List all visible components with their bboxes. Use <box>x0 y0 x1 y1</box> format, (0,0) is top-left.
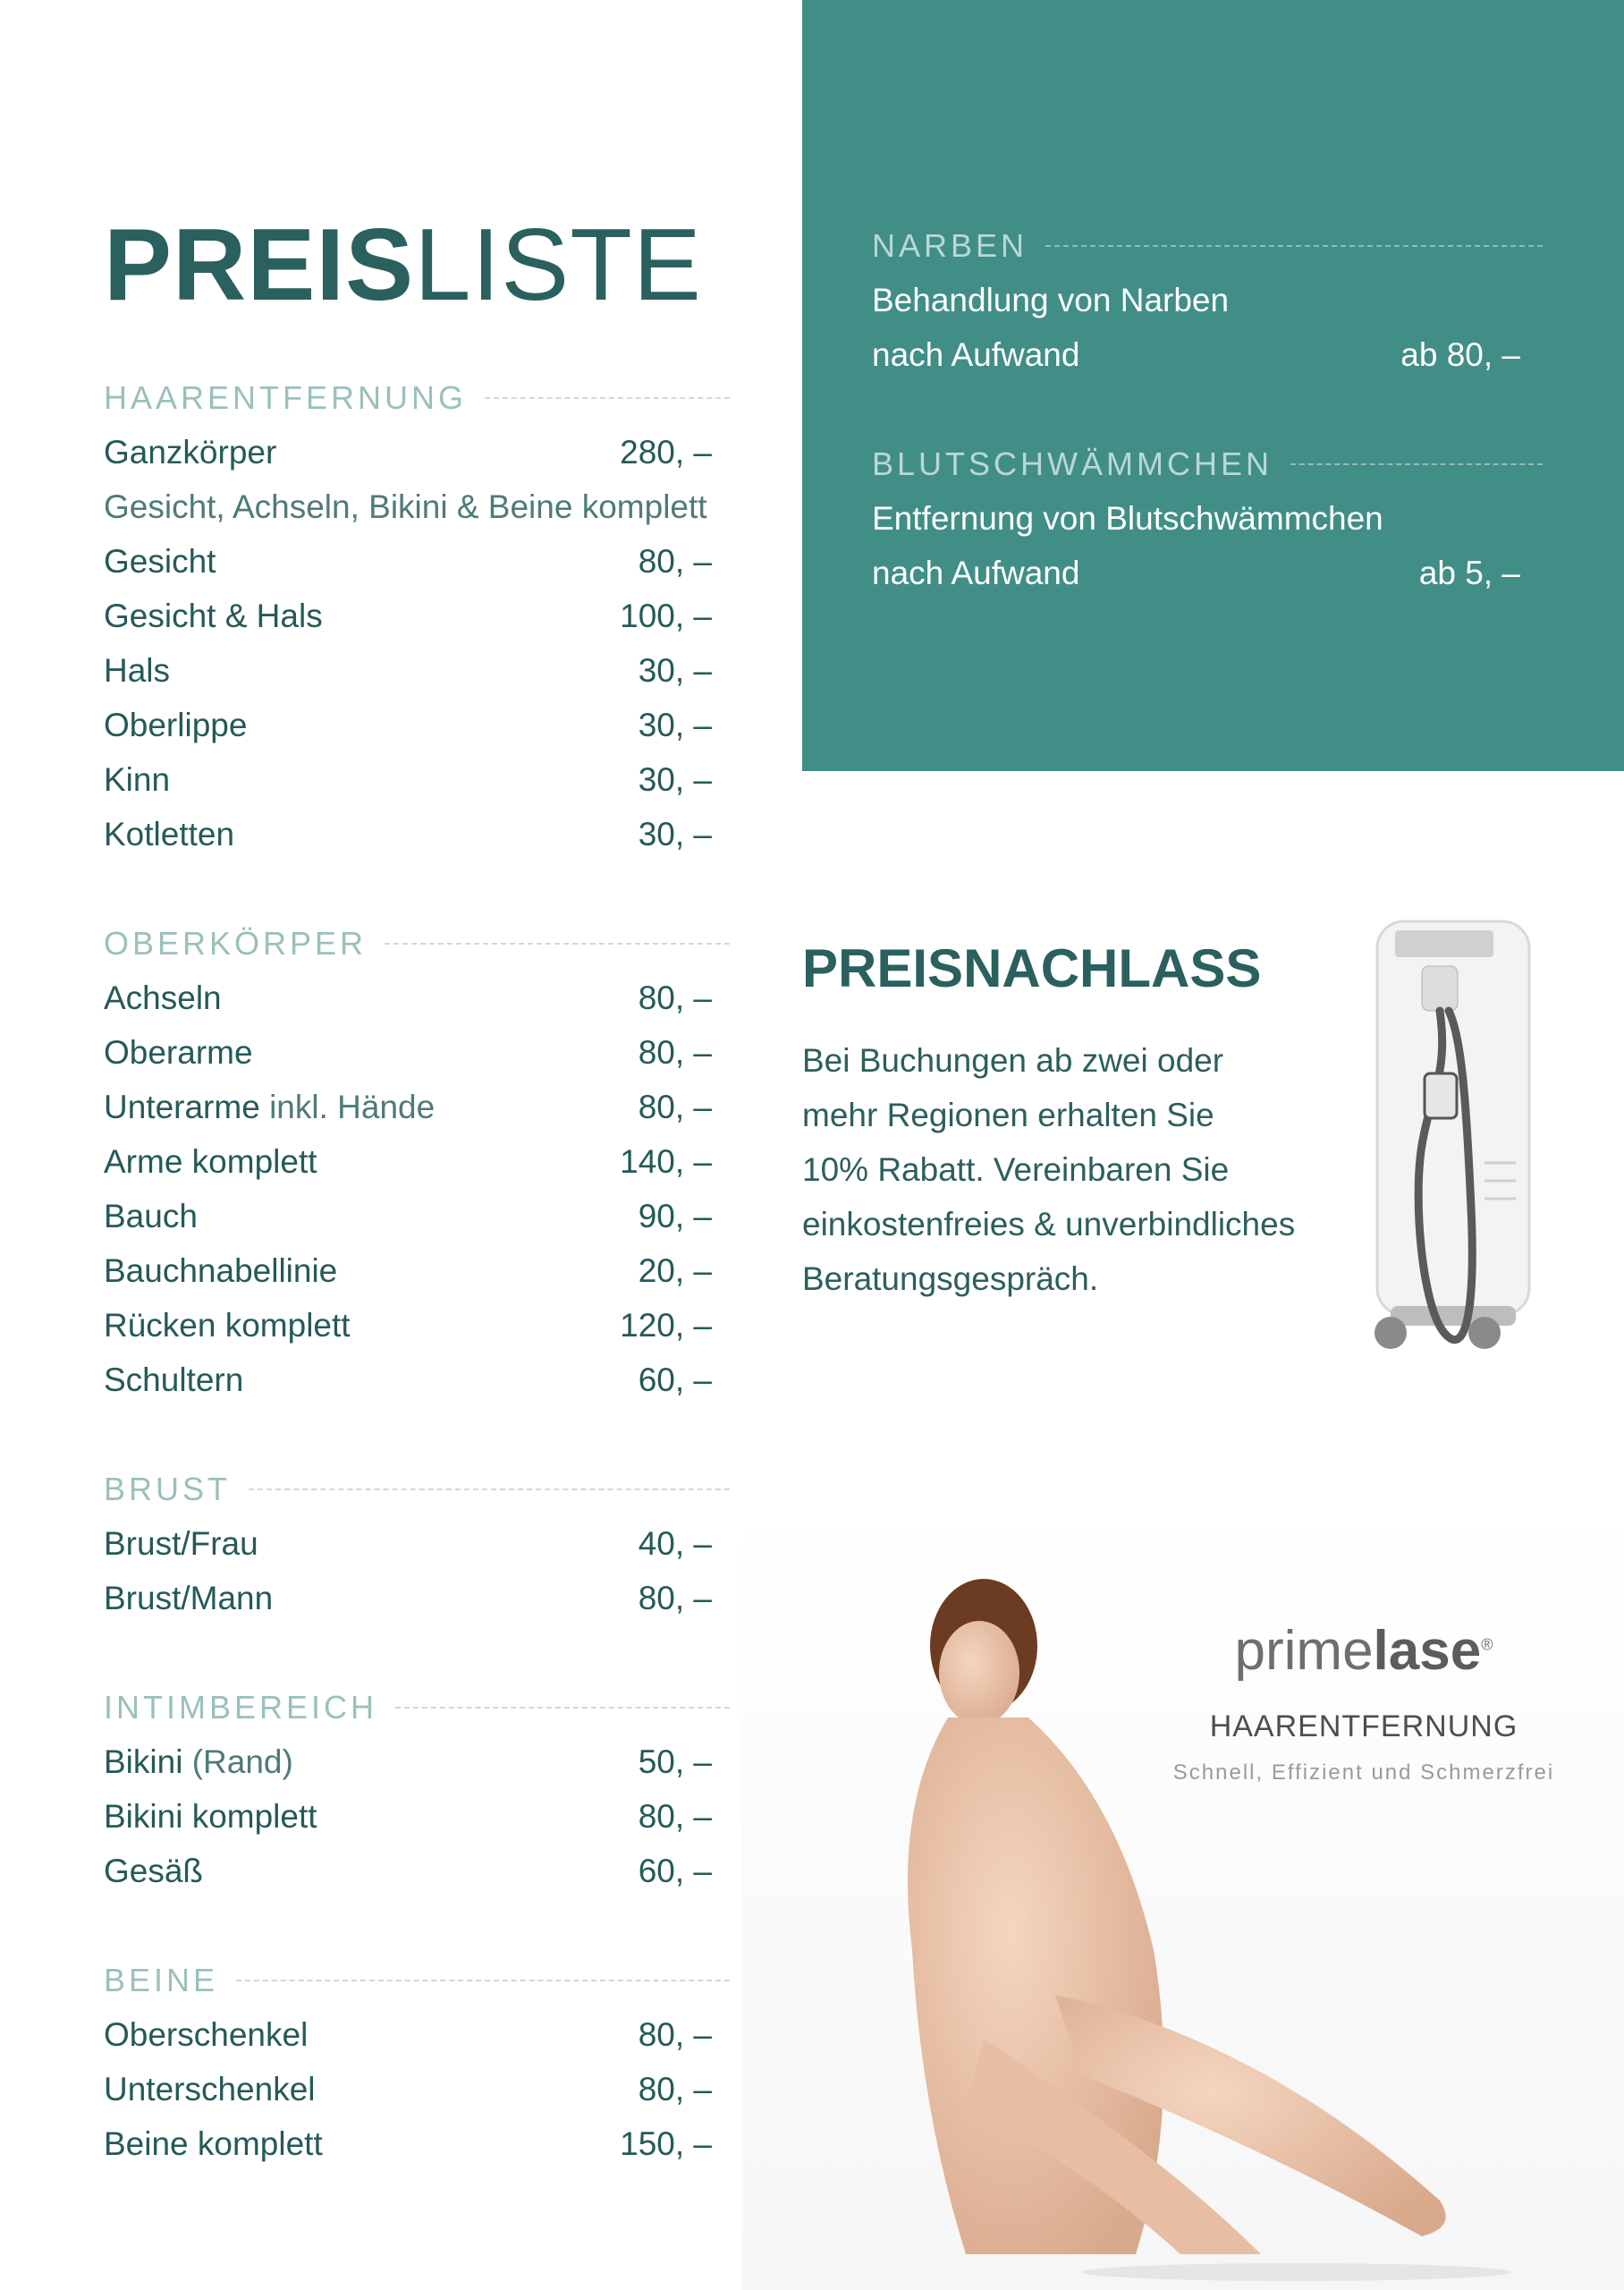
divider <box>236 1980 730 1981</box>
price-row: Oberarme 80, – <box>104 1033 712 1071</box>
price-row: Gesicht & Hals 100, – <box>104 597 712 634</box>
price-row: Brust/Frau 40, – <box>104 1524 712 1562</box>
brand-wordmark: primelase® <box>1234 1620 1493 1682</box>
section-header: OBERKÖRPER <box>104 916 730 971</box>
discount-text: Bei Buchungen ab zwei oder mehr Regionen erhalten Sie 10% Rabatt. Vereinbaren Sie einkostenfreies & unverbindliches Beratungsgespräch. <box>802 1042 1296 1297</box>
section-brust <box>104 1462 730 1625</box>
divider <box>1290 463 1543 465</box>
section-header: BLUTSCHWÄMMCHEN <box>872 437 1543 491</box>
brand-logo <box>1140 1619 1587 1785</box>
divider <box>1045 245 1543 247</box>
brand-subtitle: HAARENTFERNUNG <box>1209 1709 1518 1743</box>
divider <box>395 1707 730 1709</box>
section-haarentfernung <box>104 370 730 861</box>
price-row: Ganzkörper 280, – <box>104 433 712 471</box>
price-row: Schultern 60, – <box>104 1361 712 1398</box>
section-header: BRUST <box>104 1462 730 1516</box>
service-description: Behandlung von Narben <box>872 281 1230 318</box>
section-header: BEINE <box>104 1953 730 2007</box>
section-narben <box>872 218 1543 382</box>
price-row: nach Aufwand ab 80, – <box>872 335 1520 373</box>
price-row: nach Aufwand ab 5, – <box>872 554 1520 591</box>
price-row: Beine komplett 150, – <box>104 2125 712 2162</box>
price-row: Gesäß 60, – <box>104 1852 712 1889</box>
section-blutschwaemmchen <box>872 437 1543 600</box>
section-header: HAARENTFERNUNG <box>104 370 730 425</box>
price-row: Bikini (Rand) 50, – <box>104 1743 712 1780</box>
section-beine <box>104 1953 730 2171</box>
price-row-note: Gesicht, Achseln, Bikini & Beine komplett <box>104 488 707 525</box>
page-title: PREISLISTE <box>104 208 702 322</box>
price-row: Oberschenkel 80, – <box>104 2015 712 2053</box>
section-intimbereich <box>104 1680 730 1898</box>
price-row: Kotletten 30, – <box>104 815 712 852</box>
price-row: Rücken komplett 120, – <box>104 1306 712 1344</box>
service-description: Entfernung von Blutschwämmchen <box>872 499 1383 537</box>
price-row: Unterschenkel 80, – <box>104 2070 712 2108</box>
divider <box>385 943 730 945</box>
price-row: Gesicht 80, – <box>104 542 712 580</box>
price-row: Bikini komplett 80, – <box>104 1797 712 1835</box>
brand-tagline: Schnell, Effizient und Schmerzfrei <box>1172 1760 1555 1785</box>
price-row: Oberlippe 30, – <box>104 706 712 743</box>
divider <box>249 1488 730 1490</box>
price-row: Brust/Mann 80, – <box>104 1579 712 1616</box>
section-header: INTIMBEREICH <box>104 1680 730 1734</box>
discount-title: PREISNACHLASS <box>802 938 1262 998</box>
price-row: Bauch 90, – <box>104 1197 712 1234</box>
price-row: Kinn 30, – <box>104 760 712 798</box>
price-row: Achseln 80, – <box>104 979 712 1016</box>
price-row: Unterarme inkl. Hände 80, – <box>104 1088 712 1125</box>
price-row: Hals 30, – <box>104 651 712 689</box>
section-oberkoerper <box>104 916 730 1407</box>
divider <box>485 397 730 399</box>
laser-device-image <box>1359 912 1547 1360</box>
price-row: Arme komplett 140, – <box>104 1142 712 1180</box>
section-header: NARBEN <box>872 218 1543 273</box>
teal-info-panel <box>802 0 1624 771</box>
price-row: Bauchnabellinie 20, – <box>104 1251 712 1289</box>
